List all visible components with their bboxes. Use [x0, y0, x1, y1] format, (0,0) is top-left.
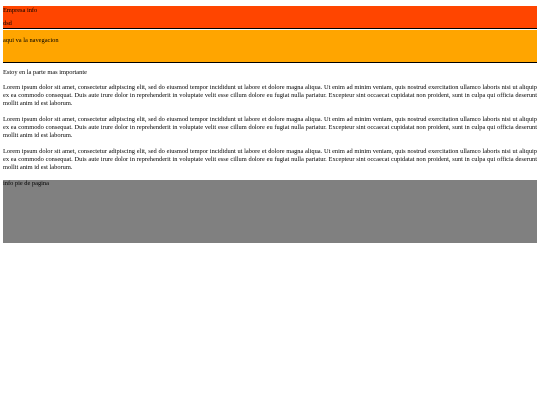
site-header — [3, 6, 537, 29]
header-title: Empresa info — [3, 7, 38, 14]
page-frame — [3, 6, 537, 243]
site-footer — [3, 180, 537, 243]
navigation-bar — [3, 30, 537, 63]
main-content — [3, 63, 537, 172]
footer-text: info pie de pagina — [3, 179, 49, 187]
main-heading: Estoy en la parte mas importante — [3, 68, 87, 76]
navigation-text: aqui va la navegacion — [3, 36, 59, 44]
header-subtitle: dsd — [3, 20, 12, 27]
content-paragraph: Lorem ipsum dolor sit amet, consectetur adipiscing elit, sed do eiusmod tempor incididunt ut labore et dolore magna aliqua. Ut enim ad minim veniam, quis nostrud exercitation ullamco laboris nisi ut aliquip ex ea commodo consequat. Duis aute irure dolor in reprehenderit in voluptate velit esse cillum dolore eu fugiat nulla pariatur. Excepteur sint occaecat cupidatat non proident, sunt in culpa qui officia deserunt mollit anim id est laborum. — [3, 116, 537, 139]
content-paragraph: Lorem ipsum dolor sit amet, consectetur adipiscing elit, sed do eiusmod tempor incididunt ut labore et dolore magna aliqua. Ut enim ad minim veniam, quis nostrud exercitation ullamco laboris nisi ut aliquip ex ea commodo consequat. Duis aute irure dolor in reprehenderit in voluptate velit esse cillum dolore eu fugiat nulla pariatur. Excepteur sint occaecat cupidatat non proident, sunt in culpa qui officia deserunt mollit anim id est laborum. — [3, 84, 537, 108]
content-paragraph: Lorem ipsum dolor sit amet, consectetur adipiscing elit, sed do eiusmod tempor incididunt ut labore et dolore magna aliqua. Ut enim ad minim veniam, quis nostrud exercitation ullamco laboris nisi ut aliquip ex ea commodo consequat. Duis aute irure dolor in reprehenderit in voluptate velit esse cillum dolore eu fugiat nulla pariatur. Excepteur sint occaecat cupidatat non proident, sunt in culpa qui officia deserunt mollit anim id est laborum. — [3, 148, 537, 171]
